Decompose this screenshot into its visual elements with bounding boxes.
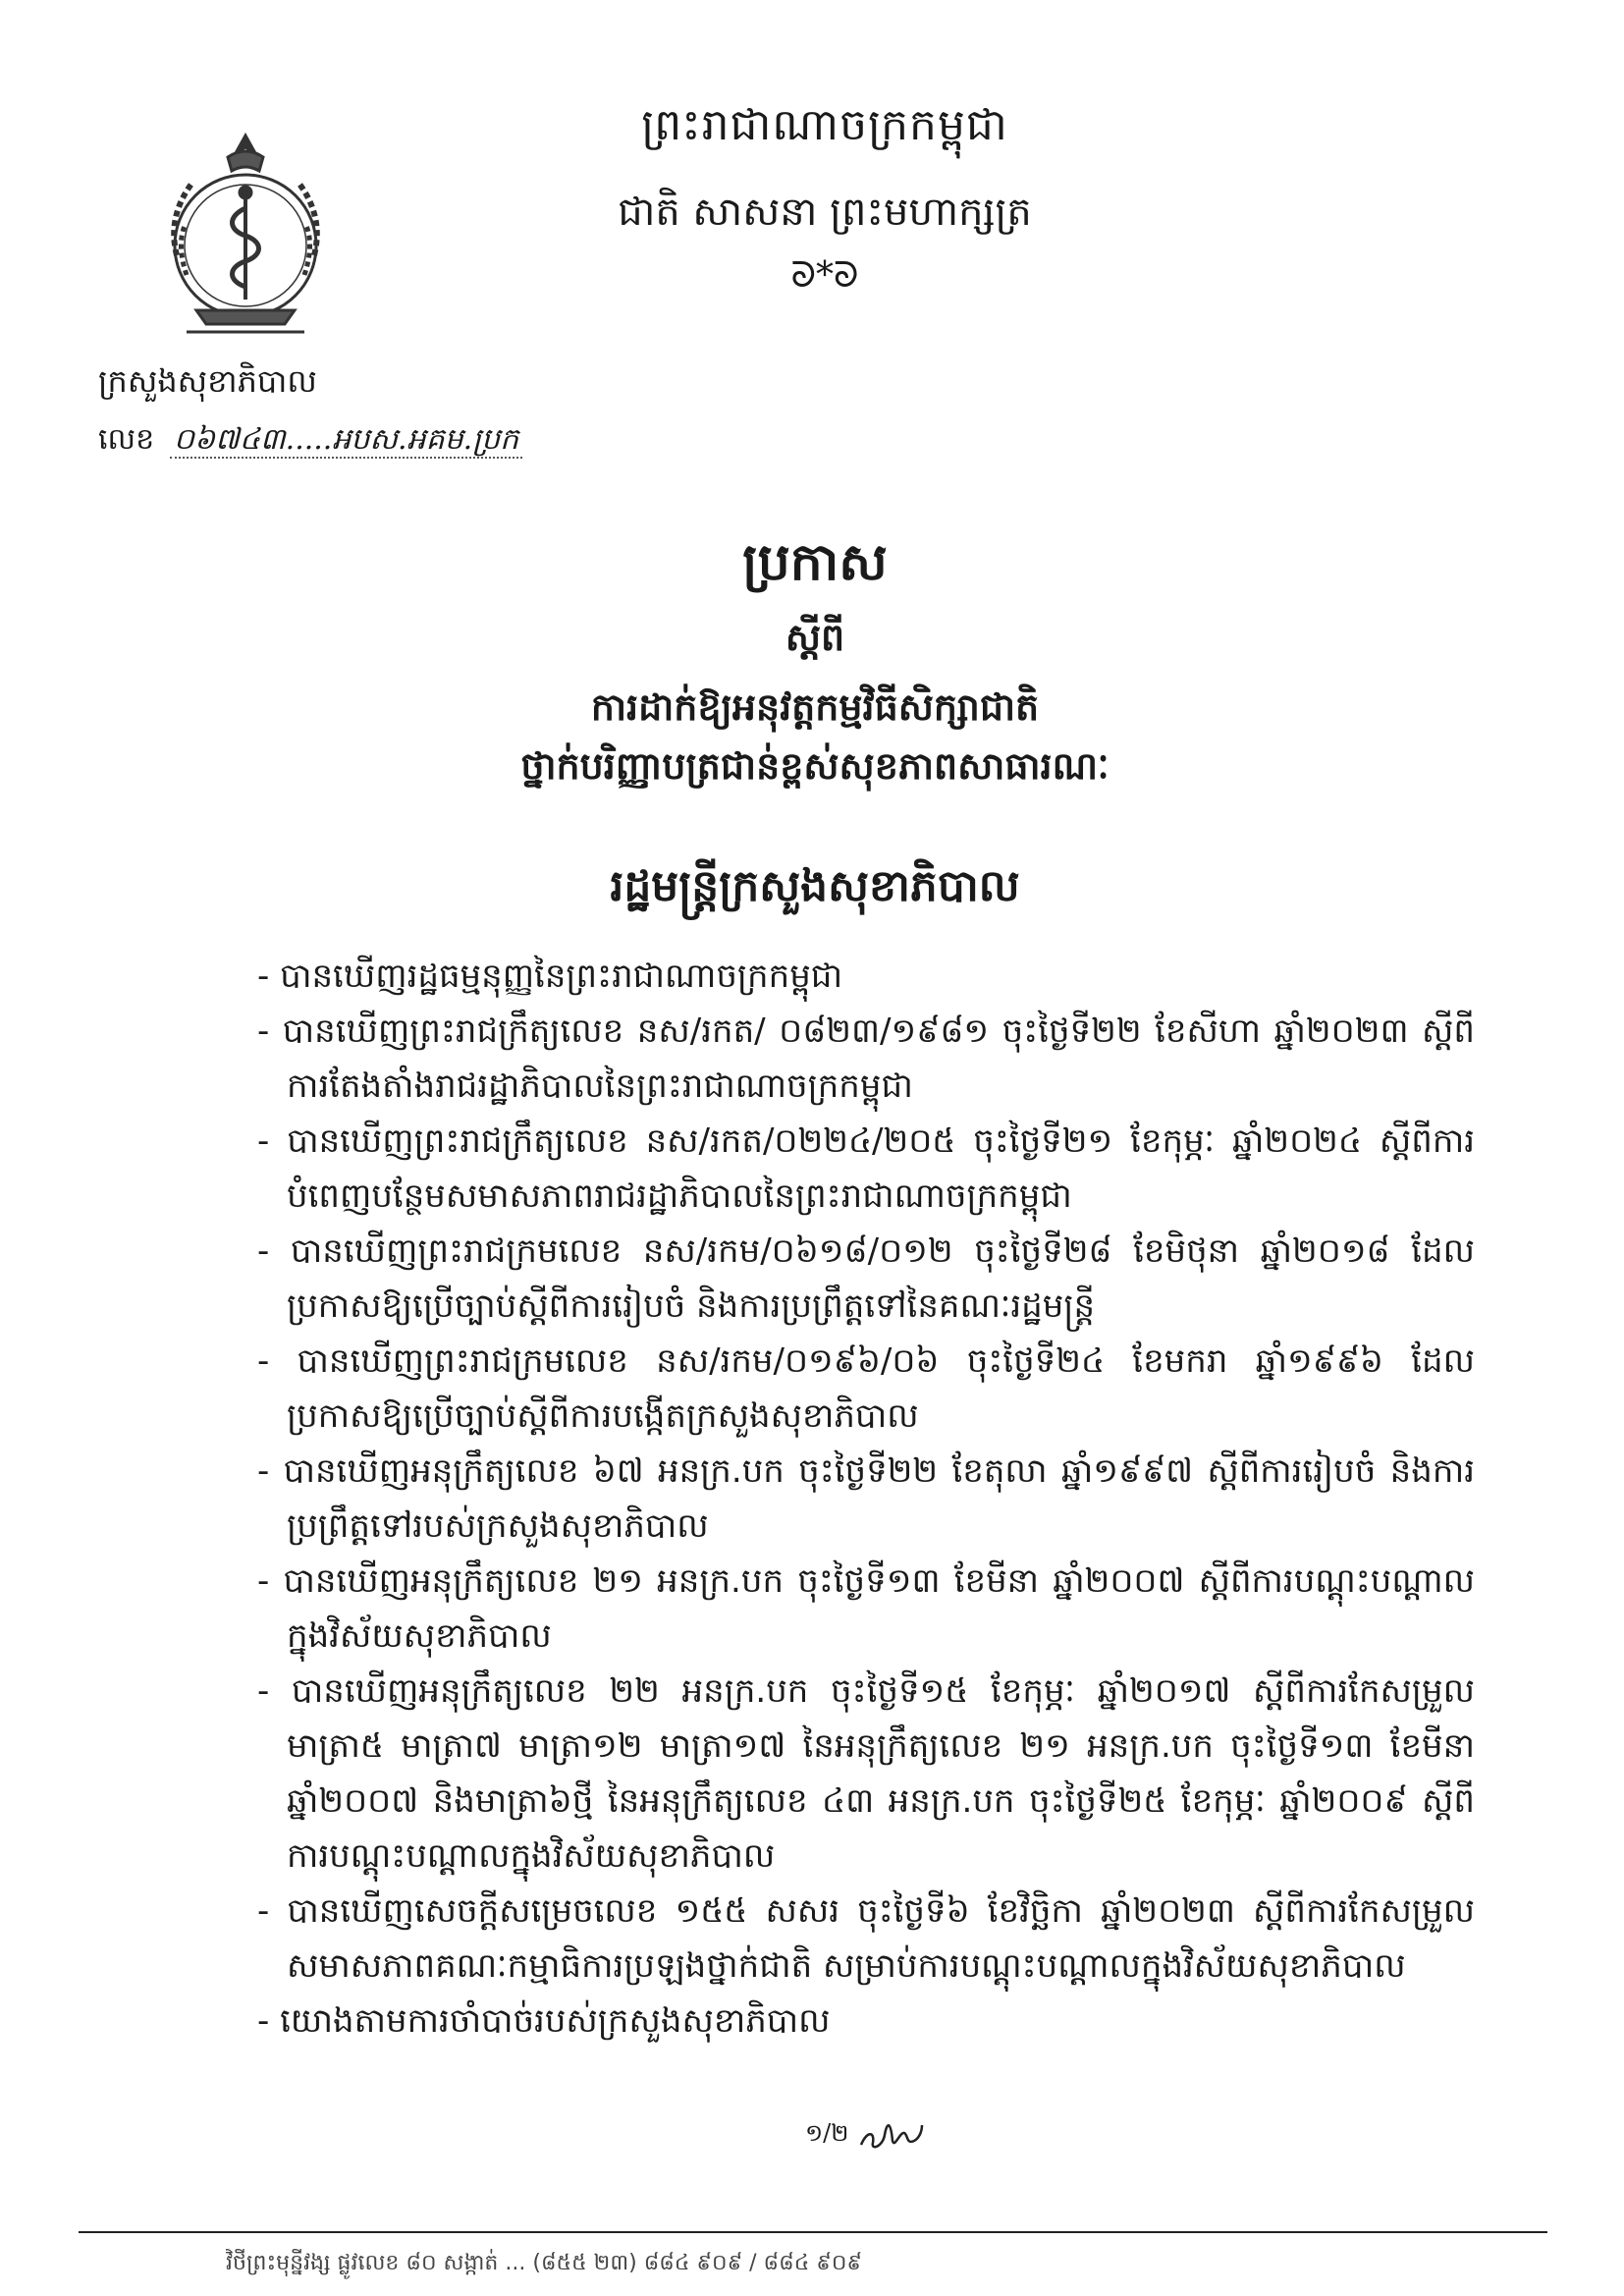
document-type-title: ប្រកាស: [742, 533, 888, 592]
consideration-item: - បានឃើញសេចក្ដីសម្រេចលេខ ១៥៥ សសរ ចុះថ្ងៃទី៦ ខែវិច្ឆិកា ឆ្នាំ២០២៣ ស្ដីពីការកែសម្រួលសមាសភាពគណៈកម្មាធិការប្រឡងថ្នាក់ជាតិ សម្រាប់ការបណ្ដុះបណ្ដាលក្នុងវិស័យសុខាភិបាល: [257, 1891, 1475, 1986]
consideration-item: - បានឃើញព្រះរាជក្រមលេខ នស/រកម/០៦១៨/០១២ ចុះថ្ងៃទី២៨ ខែមិថុនា ឆ្នាំ២០១៨ ដែលប្រកាសឱ្យប្រើច្បាប់ស្ដីពីការរៀបចំ និងការប្រព្រឹត្តទៅនៃគណៈរដ្ឋមន្ត្រី: [257, 1231, 1475, 1326]
subject-line-1: ការដាក់ឱ្យអនុវត្តកម្មវិធីសិក្សាជាតិ: [590, 685, 1040, 729]
consideration-item: - បានឃើញអនុក្រឹត្យលេខ ២២ អនក្រ.បក ចុះថ្ងៃទី១៥ ខែកុម្ភៈ ឆ្នាំ២០១៧ ស្ដីពីការកែសម្រួលមាត្រា៥ មាត្រា៧ មាត្រា១២ មាត្រា១៧ នៃអនុក្រឹត្យលេខ ២១ អនក្រ.បក ចុះថ្ងៃទី១៣ ខែមីនា ឆ្នាំ២០០៧ និងមាត្រា៦ថ្មី នៃអនុក្រឹត្យលេខ ៤៣ អនក្រ.បក ចុះថ្ងៃទី២៥ ខែកុម្ភៈ ឆ្នាំ២០០៩ ស្ដីពីការបណ្ដុះបណ្ដាលក្នុងវិស័យសុខាភិបាល: [257, 1671, 1475, 1876]
reference-line: [98, 420, 727, 464]
consideration-item: - បានឃើញព្រះរាជក្រឹត្យលេខ នស/រកត/ ០៨២៣/១៩៨១ ចុះថ្ងៃទី២២ ខែសីហា ឆ្នាំ២០២៣ ស្ដីពីការតែងតាំងរាជរដ្ឋាភិបាលនៃព្រះរាជាណាចក្រកម្ពុជា: [257, 1011, 1475, 1106]
consideration-item: - បានឃើញព្រះរាជក្រមលេខ នស/រកម/០១៩៦/០៦ ចុះថ្ងៃទី២៤ ខែមករា ឆ្នាំ១៩៩៦ ដែលប្រកាសឱ្យប្រើច្បាប់ស្ដីពីការបង្កើតក្រសួងសុខាភិបាល: [257, 1341, 1475, 1436]
consideration-item: - បានឃើញអនុក្រឹត្យលេខ ៦៧ អនក្រ.បក ចុះថ្ងៃទី២២ ខែតុលា ឆ្នាំ១៩៩៧ ស្ដីពីការរៀបចំ និងការប្រព្រឹត្តទៅរបស់ក្រសួងសុខាភិបាល: [257, 1451, 1475, 1546]
footer-divider: [79, 2231, 1547, 2233]
national-motto: ជាតិ សាសនា ព្រះមហាក្សត្រ: [618, 190, 1032, 235]
consideration-item: - បានឃើញអនុក្រឹត្យលេខ ២១ អនក្រ.បក ចុះថ្ងៃទី១៣ ខែមីនា ឆ្នាំ២០០៧ ស្ដីពីការបណ្ដុះបណ្ដាលក្នុងវិស័យសុខាភិបាល: [257, 1561, 1475, 1656]
issuing-minister-title: រដ្ឋមន្ត្រីក្រសួងសុខាភិបាល: [610, 861, 1020, 911]
handwritten-initials-icon: [857, 2111, 926, 2153]
subject-line-2: ថ្នាក់បរិញ្ញាបត្រជាន់ខ្ពស់សុខភាពសាធារណៈ: [520, 744, 1110, 788]
considerations-list: [257, 949, 1475, 2049]
consideration-item: - បានឃើញរដ្ឋធម្មនុញ្ញនៃព្រះរាជាណាចក្រកម្ពុជា: [257, 957, 843, 996]
consideration-item: - យោងតាមការចាំបាច់របស់ក្រសួងសុខាភិបាល: [257, 2001, 831, 2041]
reference-label: លេខ: [98, 422, 155, 457]
ministry-name: ក្រសួងសុខាភិបាល: [98, 362, 317, 400]
kingdom-heading: ព្រះរាជាណាចក្រកម្ពុជា: [641, 100, 1008, 150]
reference-number: ០៦៧៤៣.....អបស.អគម.ប្រក: [170, 422, 523, 459]
heading-ornament: ᘐ*ᘐ: [790, 255, 859, 296]
page-number-with-initials: [805, 2109, 1001, 2153]
about-label: ស្ដីពី: [785, 616, 845, 659]
document-subject: [236, 678, 1394, 795]
footer-address: វិថីព្រះមុន្នីវង្ស ផ្លូវលេខ ៨០ សង្កាត់ ... (៨៥៥ ២៣) ៨៨៤ ៩០៩ / ៨៨៤ ៩០៩: [226, 2251, 862, 2275]
ministry-emblem-icon: [137, 128, 353, 354]
consideration-item: - បានឃើញព្រះរាជក្រឹត្យលេខ នស/រកត/០២២៤/២០៥ ចុះថ្ងៃទី២១ ខែកុម្ភៈ ឆ្នាំ២០២៤ ស្ដីពីការបំពេញបន្ថែមសមាសភាពរាជរដ្ឋាភិបាលនៃព្រះរាជាណាចក្រកម្ពុជា: [257, 1121, 1475, 1216]
page-number: ១/២: [805, 2119, 849, 2147]
